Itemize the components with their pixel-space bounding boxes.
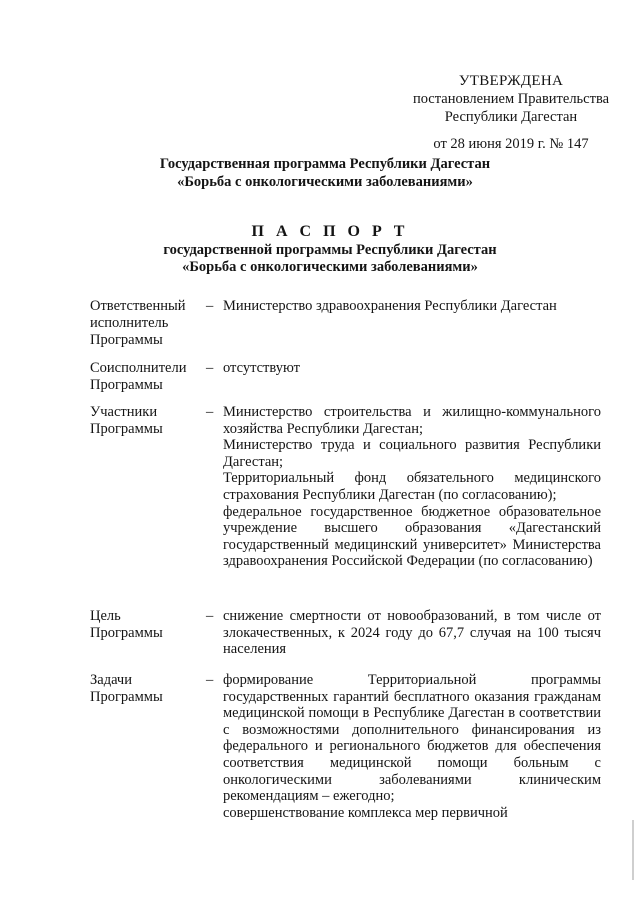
- row-value-paragraph: отсутствуют: [223, 360, 300, 376]
- program-title: [150, 155, 500, 191]
- passport-word: П А С П О Р Т: [251, 223, 409, 240]
- passport-line-1: государственной программы Республики Дагестан: [163, 242, 497, 258]
- row-dash: –: [206, 404, 214, 420]
- row-value: [223, 360, 601, 377]
- row-label-line: Ответственный: [90, 298, 186, 314]
- row-label-line: Программы: [90, 332, 163, 348]
- row-value-paragraph: совершенствование комплекса мер первичной: [223, 804, 508, 821]
- row-label-line: Программы: [90, 377, 163, 393]
- row-label: [90, 298, 200, 349]
- row-value: [223, 672, 601, 821]
- row-value-paragraph: федеральное государственное бюджетное образовательное учреждение высшего образования «Дагестанский государственный медицинский университет» Министерства здравоохранения Российской Федерации (по согласованию): [223, 503, 601, 570]
- row-value-paragraph: Министерство здравоохранения Республики Дагестан: [223, 298, 557, 314]
- row-label-line: Программы: [90, 689, 163, 705]
- row-label-line: Программы: [90, 421, 163, 437]
- row-dash: –: [206, 608, 214, 624]
- program-title-line-1: Государственная программа Республики Дагестан: [159, 156, 491, 172]
- row-value: [223, 298, 601, 315]
- approval-line-1: постановлением Правительства: [412, 91, 610, 107]
- row-label-line: исполнитель: [90, 315, 169, 331]
- row-value-paragraph: Территориальный фонд обязательного медицинского страхования Республики Дагестан (по согласованию);: [223, 470, 601, 503]
- row-value-paragraph: Министерство строительства и жилищно-коммунального хозяйства Республики Дагестан;: [223, 404, 601, 437]
- row-value: [223, 404, 601, 570]
- program-title-line-2: «Борьба с онкологическими заболеваниями»: [177, 174, 473, 190]
- row-label: [90, 672, 200, 706]
- row-value-paragraph: снижение смертности от новообразований, в том числе от злокачественных, к 2024 году до 67,7 случая на 100 тысяч населения: [223, 608, 601, 658]
- approval-title: УТВЕРЖДЕНА: [458, 73, 564, 89]
- passport-line-2: «Борьба с онкологическими заболеваниями»: [182, 259, 478, 275]
- row-value: [223, 608, 601, 658]
- row-label: [90, 404, 200, 438]
- approval-line-2: Республики Дагестан: [444, 109, 578, 125]
- passport-heading: [140, 223, 520, 276]
- row-label: [90, 360, 200, 394]
- row-dash: –: [206, 298, 214, 314]
- row-dash: –: [206, 672, 214, 688]
- row-label: [90, 608, 200, 642]
- row-label-line: Участники: [90, 404, 158, 420]
- row-label-line: Программы: [90, 625, 163, 641]
- approval-stamp: [404, 72, 618, 153]
- row-label-line: Соисполнители: [90, 360, 187, 376]
- scan-edge-mark: [632, 820, 634, 880]
- approval-date: от 28 июня 2019 г. № 147: [433, 136, 589, 152]
- row-value-paragraph: Министерство труда и социального развития Республики Дагестан;: [223, 437, 601, 470]
- row-value-paragraph: формирование Территориальной программы государственных гарантий бесплатного оказания гражданам медицинской помощи в Республике Дагестан в соответствии с возможностями дополнительного финансирования из федерального и регионального бюджетов для обеспечения соответствия медицинской помощи больным с онкологическими заболеваниями клиническим рекомендациям – ежегодно;: [223, 672, 601, 805]
- row-dash: –: [206, 360, 214, 376]
- row-label-line: Задачи: [90, 672, 132, 688]
- row-label-line: Цель: [90, 608, 121, 624]
